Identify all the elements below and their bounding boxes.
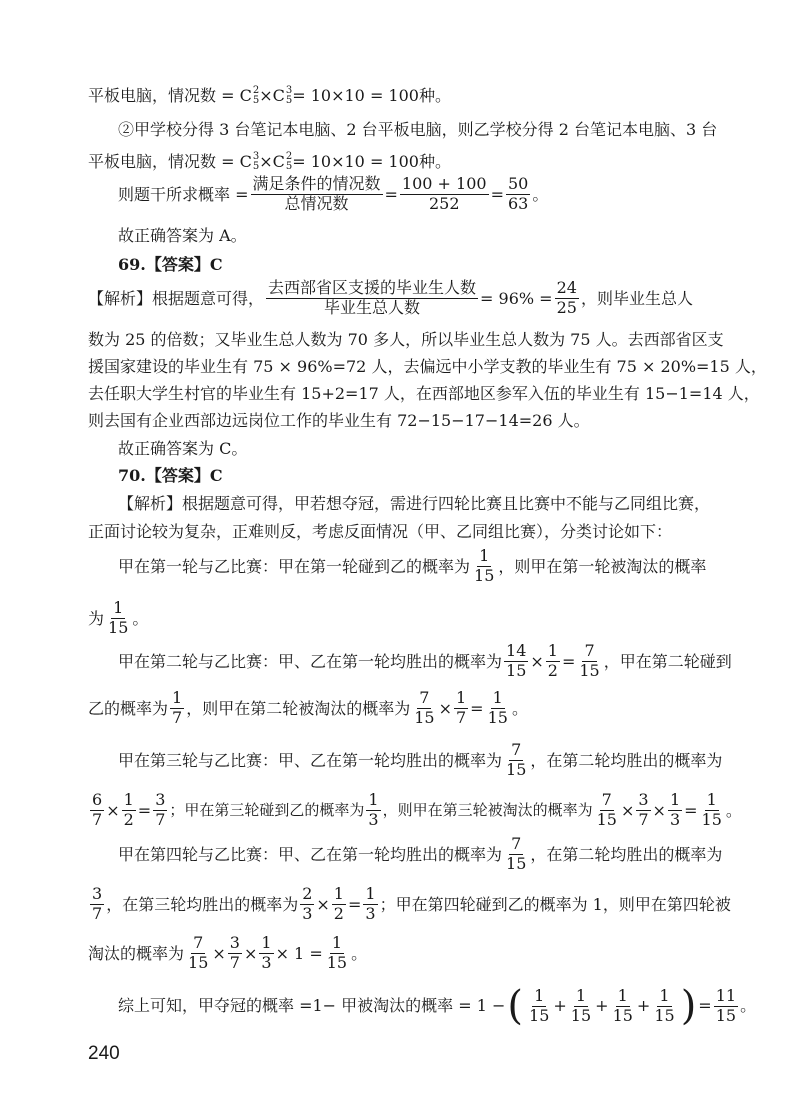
denominator: 7	[455, 707, 467, 727]
text-span: × 1 =	[275, 943, 323, 963]
numerator: 1	[172, 688, 183, 707]
text-span: ，在第二轮均胜出的概率为	[530, 750, 723, 770]
left-paren: (	[507, 983, 524, 1029]
numerator: 7	[511, 740, 522, 759]
numerator: 1	[113, 598, 124, 617]
text-line	[88, 384, 760, 403]
text-span: =	[684, 800, 698, 820]
text-span: 则题干所求概率 =	[118, 184, 249, 204]
denominator: 15	[108, 617, 129, 637]
numerator: 7	[584, 641, 595, 660]
denominator: 3	[669, 809, 681, 829]
denominator: 15	[596, 809, 617, 829]
text-span: 正面讨论较为复杂，正难则反，考虑反面情况（甲、乙同组比赛），分类讨论如下：	[88, 522, 673, 541]
fraction	[170, 690, 184, 727]
denominator: 15	[414, 707, 435, 727]
text-line	[88, 152, 718, 172]
text-span: ，则毕业生总人	[580, 288, 693, 308]
answer-heading	[118, 466, 748, 485]
formula-line	[88, 884, 731, 923]
text-span: +	[553, 996, 567, 1016]
fraction	[366, 792, 380, 829]
numerator: 1	[455, 688, 467, 707]
denominator: 3	[302, 903, 313, 923]
numerator: 3	[92, 884, 103, 903]
formula-line	[118, 548, 748, 585]
numerator: 1	[659, 985, 670, 1005]
text-span: 平板电脑，情况数 = C	[88, 152, 252, 172]
text-span: 甲在第二轮与乙比赛：甲、乙在第一轮均胜出的概率为	[118, 651, 503, 671]
denominator: 7	[229, 952, 240, 972]
formula-line	[118, 643, 748, 680]
denominator: 15	[654, 1005, 675, 1025]
denominator: 15	[701, 809, 722, 829]
fraction	[668, 792, 682, 829]
denominator: 15	[570, 1005, 592, 1025]
numerator: 7	[193, 933, 204, 952]
fraction	[504, 742, 528, 779]
denominator: 15	[474, 565, 495, 585]
page-number: 240	[88, 1043, 120, 1064]
fraction	[325, 935, 349, 972]
text-line	[118, 226, 748, 245]
text-span: 平板电脑，情况数 = C	[88, 86, 252, 106]
text-span: ×C	[259, 152, 285, 172]
fraction	[251, 176, 383, 213]
denominator: 15	[612, 1005, 633, 1025]
text-span: 【解析】根据题意可得，	[88, 288, 265, 308]
text-span: 去任职大学生村官的毕业生有 15+2=17 人，在西部地区参军入伍的毕业生有 15−1=14 人，	[88, 384, 760, 403]
numerator: 1	[669, 790, 681, 809]
fraction	[153, 792, 167, 829]
text-span: 。	[132, 608, 149, 628]
numerator: 1	[706, 790, 717, 809]
text-span: 。	[351, 943, 368, 963]
text-span: 故正确答案为 C。	[118, 439, 248, 458]
text-span: 故正确答案为 A。	[118, 226, 247, 245]
text-span: 则去国有企业西部边远岗位工作的毕业生有 72−15−17−14=26 人。	[88, 411, 590, 430]
fraction	[546, 643, 560, 680]
denominator: 15	[506, 853, 527, 873]
denominator: 15	[579, 660, 600, 680]
fraction	[472, 548, 496, 585]
text-span: =	[470, 698, 484, 718]
text-line	[88, 357, 767, 376]
fraction	[504, 836, 528, 873]
denominator: 15	[529, 1005, 550, 1025]
text-span: ，甲在第二轮碰到	[603, 651, 732, 671]
numerator: 1	[547, 641, 558, 660]
numerator: 1	[617, 985, 628, 1005]
text-span: ，则甲在第三轮被淘汰的概率为	[382, 801, 593, 820]
fraction	[332, 886, 346, 923]
denominator: 7	[92, 903, 103, 923]
denominator: 15	[506, 759, 527, 779]
text-span: +	[595, 996, 609, 1016]
text-span: 【解析】根据题意可得，甲若想夺冠，需进行四轮比赛且比赛中不能与乙同组比赛，	[118, 494, 711, 513]
text-span: =	[347, 894, 362, 914]
text-span: ×	[530, 651, 544, 671]
fraction	[412, 690, 436, 727]
text-span: = 10×10 = 100种。	[292, 152, 451, 172]
fraction	[700, 792, 724, 829]
text-span: 69.【答案】C	[118, 255, 223, 274]
sup: 3	[252, 151, 260, 162]
text-span: 70.【答案】C	[118, 466, 223, 485]
fraction	[454, 690, 468, 727]
denominator: 总情况数	[284, 193, 349, 213]
text-span: ×	[620, 800, 635, 820]
numerator: 满足条件的情况数	[252, 174, 381, 193]
text-span: ×	[106, 800, 120, 820]
denominator: 7	[638, 809, 649, 829]
sub: 5	[285, 161, 293, 172]
sub: 5	[285, 95, 293, 106]
fraction	[714, 985, 738, 1025]
text-span: 数为 25 的倍数；又毕业生总人数为 70 多人，所以毕业生总人数为 75 人。去西部省区支	[88, 330, 724, 349]
fraction	[228, 935, 242, 972]
text-span: ，在第二轮均胜出的概率为	[530, 844, 723, 864]
fraction	[555, 280, 579, 317]
text-line	[118, 494, 748, 513]
text-span: ，则甲在第二轮被淘汰的概率为	[186, 698, 411, 718]
text-line	[88, 86, 718, 106]
text-span: 甲在第四轮与乙比赛：甲、乙在第一轮均胜出的概率为	[118, 844, 503, 864]
formula-line	[88, 690, 718, 727]
text-span: 。	[511, 698, 528, 718]
fraction	[90, 886, 104, 923]
denominator: 7	[172, 707, 183, 727]
numerator: 1	[575, 985, 587, 1005]
text-span: =	[561, 651, 576, 671]
text-line	[88, 330, 724, 349]
fraction	[90, 792, 104, 829]
numerator: 1	[479, 546, 490, 565]
fraction	[122, 792, 136, 829]
numerator: 3	[638, 790, 649, 809]
text-span: 。	[740, 996, 757, 1016]
fraction	[300, 886, 314, 923]
denominator: 15	[326, 952, 348, 972]
fraction	[504, 643, 528, 680]
fraction	[652, 985, 676, 1025]
denominator: 15	[506, 660, 527, 680]
text-span: ×	[316, 894, 330, 914]
numerator: 1	[368, 790, 379, 809]
text-span: ×	[243, 943, 258, 963]
fraction	[527, 985, 551, 1025]
fraction	[266, 280, 478, 317]
text-span: =	[698, 996, 712, 1016]
text-span: 甲在第一轮与乙比赛：甲在第一轮碰到乙的概率为	[118, 556, 471, 576]
sup: 2	[252, 85, 260, 96]
text-span: ×	[212, 943, 226, 963]
formula-line	[88, 790, 742, 829]
fraction	[569, 985, 593, 1025]
sup: 2	[285, 151, 293, 162]
formula-line	[118, 836, 748, 873]
text-span: 综上可知，甲夺冠的概率 =1− 甲被淘汰的概率 = 1 −	[118, 996, 506, 1016]
text-span: =	[384, 184, 398, 204]
text-span: 。	[725, 800, 742, 820]
text-span: 为	[88, 608, 105, 628]
text-span: ②甲学校分得 3 台笔记本电脑、2 台平板电脑，则乙学校分得 2 台笔记本电脑、3 台	[118, 120, 718, 139]
numerator: 50	[507, 174, 529, 193]
numerator: 去西部省区支援的毕业生人数	[268, 278, 477, 297]
text-span: ×	[652, 800, 666, 820]
denominator: 7	[92, 809, 103, 829]
formula-line	[118, 176, 748, 213]
text-span: 甲在第三轮与乙比赛：甲、乙在第一轮均胜出的概率为	[118, 750, 503, 770]
text-span: =	[137, 800, 152, 820]
denominator: 2	[547, 660, 558, 680]
formula-line	[88, 600, 718, 637]
text-span: +	[636, 996, 651, 1016]
numerator: 1	[365, 884, 376, 903]
answer-heading	[118, 255, 748, 274]
numerator: 2	[302, 884, 313, 903]
denominator: 3	[365, 903, 376, 923]
text-span: 淘汰的概率为	[88, 943, 185, 963]
sub: 5	[252, 161, 260, 172]
text-line	[118, 439, 748, 458]
denominator: 63	[507, 193, 529, 213]
text-span: 乙的概率为	[88, 698, 169, 718]
fraction	[595, 792, 619, 829]
numerator: 1	[534, 985, 545, 1005]
text-span: ，在第三轮均胜出的概率为	[106, 894, 299, 914]
formula-line	[118, 742, 748, 779]
denominator: 7	[155, 809, 166, 829]
formula-line	[118, 983, 757, 1029]
denominator: 15	[188, 952, 209, 972]
denominator: 252	[428, 193, 460, 213]
numerator: 7	[419, 688, 430, 707]
denominator: 15	[715, 1005, 737, 1025]
numerator: 3	[229, 933, 240, 952]
text-span: ；甲在第三轮碰到乙的概率为	[169, 801, 365, 820]
text-line	[118, 120, 748, 139]
formula-line	[88, 280, 718, 317]
right-paren: )	[680, 983, 697, 1029]
numerator: 11	[715, 985, 737, 1005]
numerator: 1	[331, 933, 342, 952]
fraction	[186, 935, 210, 972]
text-span: = 10×10 = 100种。	[292, 86, 451, 106]
numerator: 7	[511, 834, 522, 853]
text-span: ；甲在第四轮碰到乙的概率为 1，则甲在第四轮被	[379, 894, 731, 914]
denominator: 2	[333, 903, 344, 923]
denominator: 3	[368, 809, 379, 829]
sub: 5	[252, 95, 260, 106]
denominator: 3	[261, 952, 272, 972]
numerator: 1	[333, 884, 344, 903]
formula-line	[88, 935, 718, 972]
text-span: ×	[438, 698, 452, 718]
fraction	[400, 176, 489, 213]
fraction	[486, 690, 510, 727]
denominator: 2	[123, 809, 134, 829]
fraction	[636, 792, 650, 829]
numerator: 24	[556, 278, 577, 297]
sup: 3	[285, 85, 293, 96]
text-span: 援国家建设的毕业生有 75 × 96%=72 人，去偏远中小学支教的毕业生有 75 × 20%=15 人，	[88, 357, 767, 376]
numerator: 1	[123, 790, 134, 809]
text-line	[88, 411, 718, 430]
fraction	[363, 886, 377, 923]
numerator: 7	[601, 790, 612, 809]
text-span: = 96% =	[480, 288, 553, 308]
numerator: 1	[492, 688, 503, 707]
numerator: 14	[506, 641, 527, 660]
text-span: ，则甲在第一轮被淘汰的概率	[498, 556, 707, 576]
numerator: 1	[261, 933, 272, 952]
text-span: 。	[532, 184, 549, 204]
denominator: 毕业生总人数	[324, 297, 421, 317]
text-line	[88, 522, 718, 541]
numerator: 3	[155, 790, 166, 809]
denominator: 25	[556, 297, 577, 317]
fraction	[259, 935, 273, 972]
denominator: 15	[487, 707, 508, 727]
fraction	[577, 643, 601, 680]
numerator: 100 + 100	[401, 174, 487, 193]
fraction	[106, 600, 130, 637]
fraction	[506, 176, 530, 213]
numerator: 6	[92, 790, 103, 809]
fraction	[611, 985, 635, 1025]
text-span: =	[490, 184, 504, 204]
text-span: ×C	[259, 86, 285, 106]
